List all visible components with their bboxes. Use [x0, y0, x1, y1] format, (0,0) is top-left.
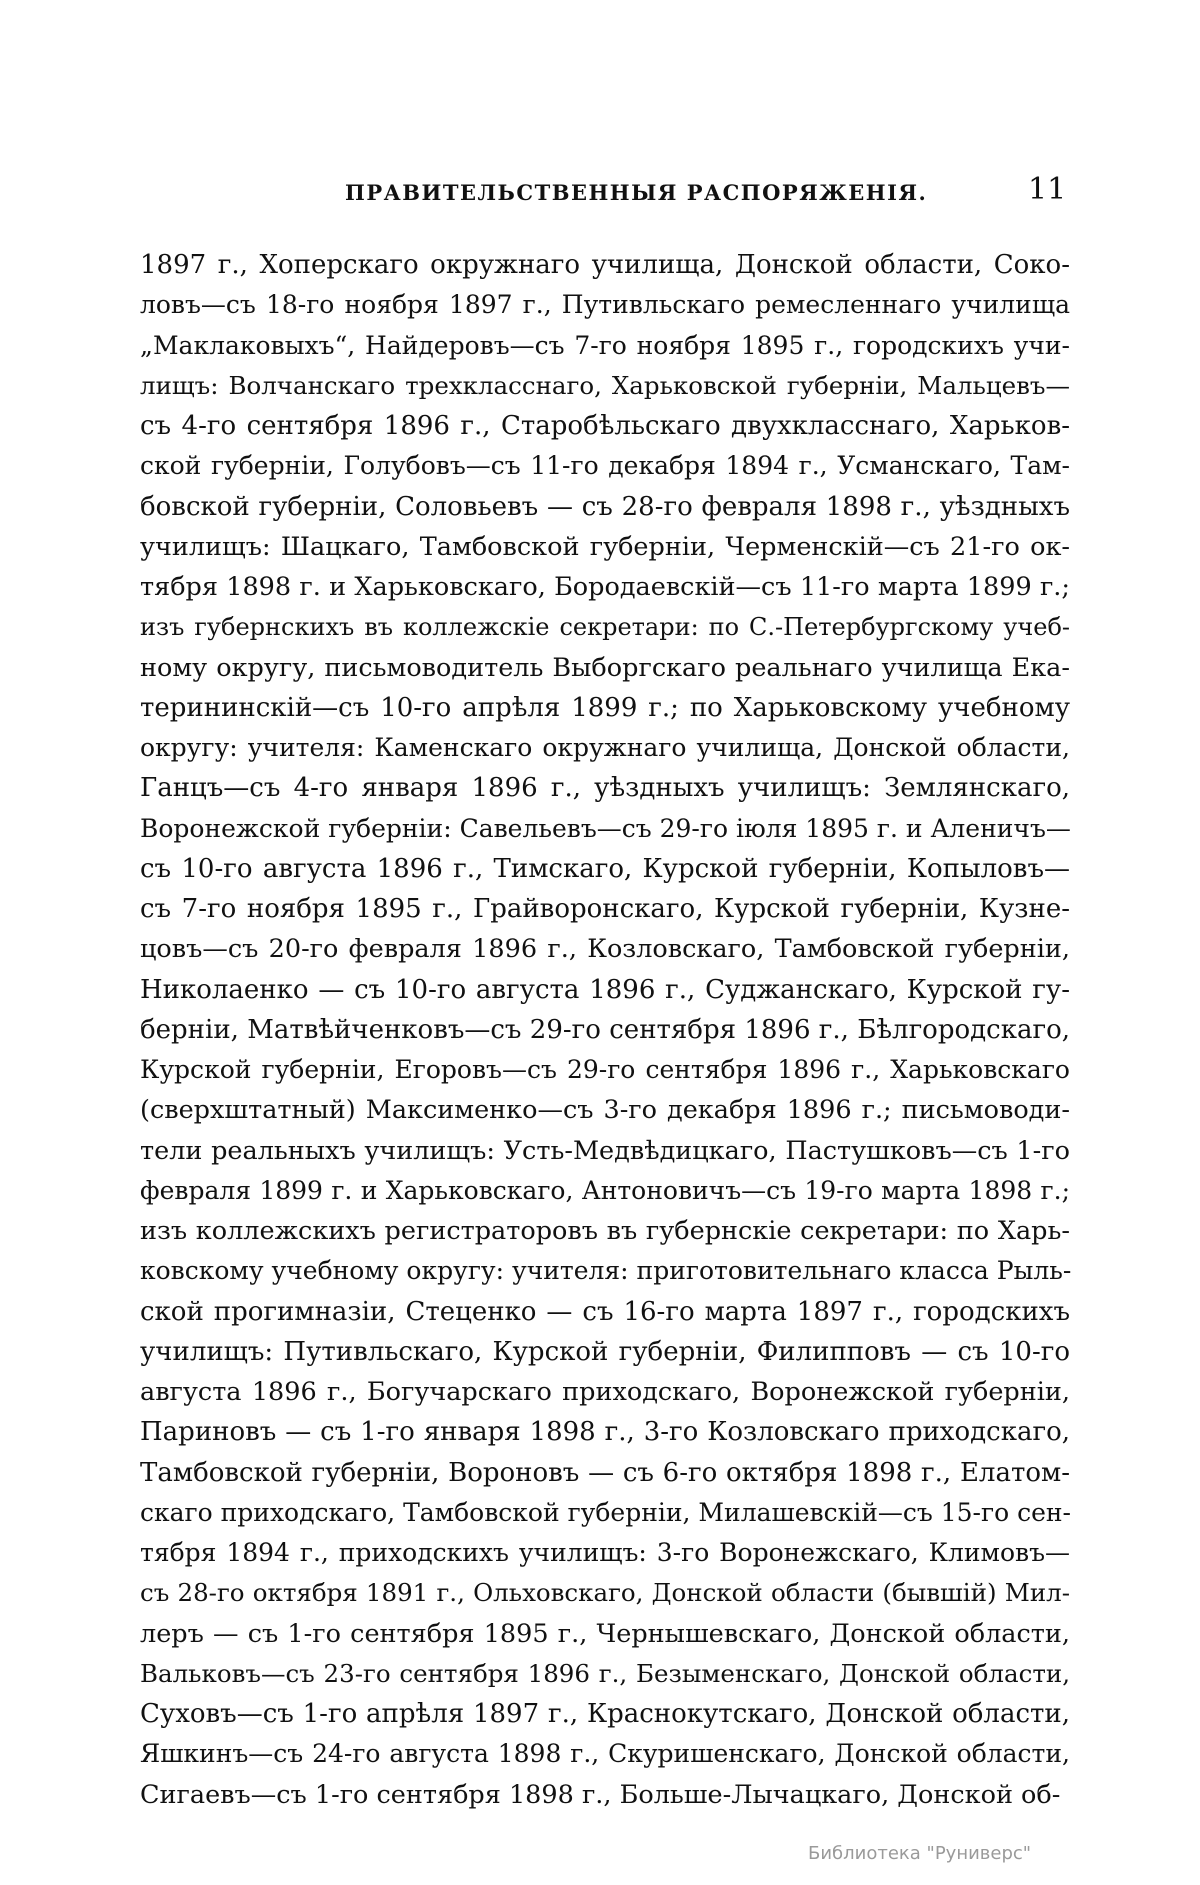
- page-number: 11: [1028, 172, 1067, 207]
- text-line: бовской губерніи, Соловьевъ — съ 28-го февраля 1898 г., уѣздныхъ: [140, 491, 1070, 522]
- text-line: (сверхштатный) Максименко—съ 3-го декабря 1896 г.; письмоводи-: [140, 1095, 1070, 1126]
- text-line: съ 7-го ноября 1895 г., Грайворонскаго, Курской губерніи, Кузне-: [140, 894, 1070, 924]
- text-line: изъ губернскихъ въ коллежскіе секретари: по С.-Петербургскому учеб-: [140, 613, 1070, 642]
- text-line: Вальковъ—съ 23-го сентября 1896 г., Безыменскаго, Донской области,: [140, 1658, 1070, 1688]
- text-line: Воронежской губерніи: Савельевъ—съ 29-го іюля 1895 г. и Аленичъ—: [140, 813, 1071, 843]
- text-line: скаго приходскаго, Тамбовской губерніи, Милашевскій—съ 15-го сен-: [140, 1497, 1071, 1527]
- text-line: августа 1896 г., Богучарскаго приходскаго, Воронежской губерніи,: [140, 1377, 1070, 1407]
- text-line: училищъ: Путивльскаго, Курской губерніи, Филипповъ — съ 10-го: [140, 1336, 1070, 1367]
- text-line: Курской губерніи, Егоровъ—съ 29-го сентября 1896 г., Харьковскаго: [140, 1055, 1070, 1084]
- text-line: 1897 г., Хоперскаго окружнаго училища, Донской области, Соко-: [140, 250, 1070, 280]
- text-line: Суховъ—съ 1-го апрѣля 1897 г., Краснокутскаго, Донской области,: [140, 1699, 1070, 1729]
- text-line: ловъ—съ 18-го ноября 1897 г., Путивльскаго ремесленнаго училища: [140, 290, 1070, 320]
- text-line: февраля 1899 г. и Харьковскаго, Антоновичъ—съ 19-го марта 1898 г.;: [140, 1175, 1070, 1205]
- text-line: „Маклаковыхъ“, Найдеровъ—съ 7-го ноября 1895 г., городскихъ учи-: [140, 330, 1070, 360]
- text-line: тели реальныхъ училищъ: Усть-Медвѣдицкаго, Пастушковъ—съ 1-го: [140, 1135, 1070, 1166]
- text-line: Ганцъ—съ 4-го января 1896 г., уѣздныхъ училищъ: Землянскаго,: [140, 773, 1070, 804]
- text-line: ному округу, письмоводитель Выборгскаго реальнаго училища Ека-: [140, 652, 1070, 683]
- text-line: тября 1894 г., приходскихъ училищъ: 3-го Воронежскаго, Климовъ—: [140, 1538, 1070, 1567]
- text-line: Сигаевъ—съ 1-го сентября 1898 г., Больше-Лычацкаго, Донской об-: [140, 1779, 1061, 1810]
- text-line: съ 28-го октября 1891 г., Ольховскаго, Донской области (бывшій) Мил-: [140, 1578, 1070, 1608]
- text-line: тября 1898 г. и Харьковскаго, Бородаевскій—съ 11-го марта 1899 г.;: [140, 572, 1070, 602]
- library-watermark: Библиотека "Руниверс": [808, 1843, 1032, 1864]
- text-line: ской губерніи, Голубовъ—съ 11-го декабря 1894 г., Усманскаго, Там-: [140, 451, 1070, 481]
- text-line: леръ — съ 1-го сентября 1895 г., Чернышевскаго, Донской области,: [140, 1618, 1070, 1649]
- text-line: терининскій—съ 10-го апрѣля 1899 г.; по Харьковскому учебному: [140, 692, 1070, 723]
- text-line: округу: учителя: Каменскаго окружнаго училища, Донской области,: [140, 733, 1070, 762]
- text-line: ской прогимназіи, Стеценко — съ 16-го марта 1897 г., городскихъ: [140, 1296, 1070, 1327]
- text-line: цовъ—съ 20-го февраля 1896 г., Козловскаго, Тамбовской губерніи,: [140, 934, 1070, 965]
- text-line: Тамбовской губерніи, Вороновъ — съ 6-го октября 1898 г., Елатом-: [140, 1457, 1070, 1488]
- text-line: ковскому учебному округу: учителя: приготовительнаго класса Рыль-: [140, 1256, 1072, 1286]
- text-line: Николаенко — съ 10-го августа 1896 г., Суджанскаго, Курской гу-: [140, 974, 1070, 1005]
- text-line: лищъ: Волчанскаго трехкласснаго, Харьковской губерніи, Мальцевъ—: [140, 370, 1070, 400]
- text-line: съ 10-го августа 1896 г., Тимскаго, Курской губерніи, Копыловъ—: [140, 853, 1070, 884]
- text-line: берніи, Матвѣйченковъ—съ 29-го сентября 1896 г., Бѣлгородскаго,: [140, 1014, 1070, 1045]
- body-text: [140, 245, 1070, 1815]
- running-title: ПРАВИТЕЛЬСТВЕННЫЯ РАСПОРЯЖЕНІЯ.: [345, 180, 928, 205]
- text-line: съ 4-го сентября 1896 г., Старобѣльскаго двухкласснаго, Харьков-: [140, 411, 1070, 441]
- text-line: изъ коллежскихъ регистраторовъ въ губернскіе секретари: по Харь-: [140, 1216, 1070, 1246]
- text-line: Париновъ — съ 1-го января 1898 г., 3-го Козловскаго приходскаго,: [140, 1417, 1070, 1448]
- text-line: училищъ: Шацкаго, Тамбовской губерніи, Черменскій—съ 21-го ок-: [140, 531, 1070, 562]
- text-line: Яшкинъ—съ 24-го августа 1898 г., Скуришенскаго, Донской области,: [140, 1739, 1070, 1769]
